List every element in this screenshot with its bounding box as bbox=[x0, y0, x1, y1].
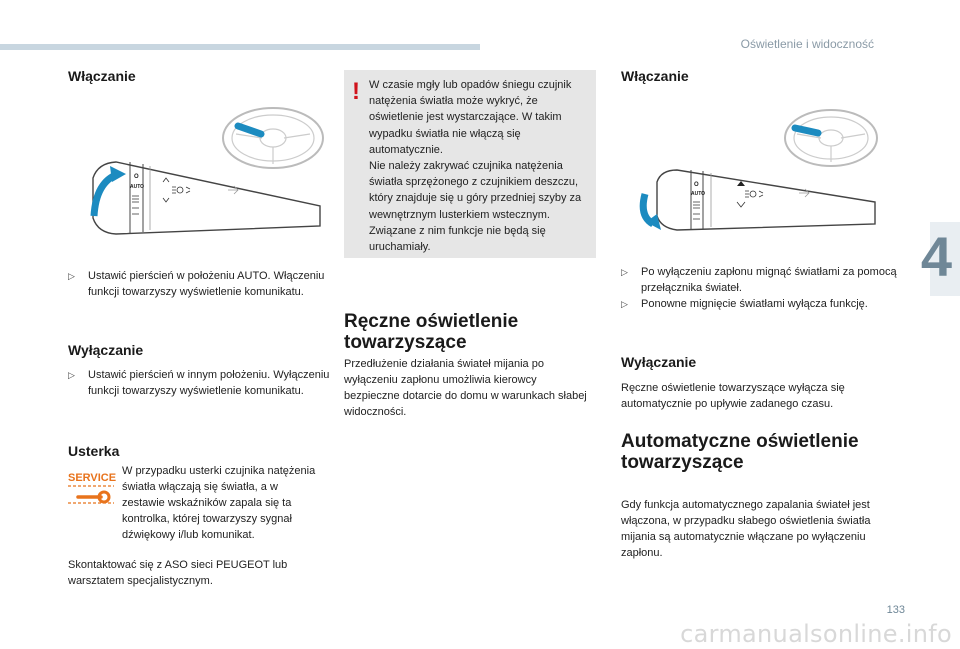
heading-switch-on-2: Włączanie bbox=[621, 68, 689, 84]
ring-label: O bbox=[134, 174, 139, 180]
service-wrench-icon bbox=[68, 470, 116, 506]
fault-text: W przypadku usterki czujnika natężenia światła włączają się światła, a w zestawie wskaźników zapala się ta kontrolka, której towarzyszy sygnał dźwiękowy i/lub komunikat. bbox=[122, 465, 316, 541]
service-label: SERVICE bbox=[68, 472, 116, 484]
bullet-switch-on bbox=[68, 268, 343, 300]
watermark: carmanualsonline.info bbox=[680, 620, 952, 648]
ring-label: O bbox=[694, 182, 699, 188]
warning-text: W czasie mgły lub opadów śniegu czujnik natężenia światła może wykryć, że oświetlenie jest wystarczające. W takim wypadku światła nie włączą się automatycznie. Nie należy zakrywać czujnika natężenia światła sprzężonego z czujnikiem deszczu, który znajduje się u góry przedniej szyby za wewnętrznym lusterkiem wstecznym. Związane z nim funkcje nie będą się uruchamiały. bbox=[369, 79, 582, 254]
heading-auto-follow-me: Automatyczne oświetlenie towarzyszące bbox=[621, 431, 859, 473]
header-title: Oświetlenie i widoczność bbox=[740, 37, 874, 51]
bullet-marker-icon: ▷ bbox=[68, 370, 75, 380]
bullet-marker-icon: ▷ bbox=[621, 299, 628, 309]
bullet-switch-off-text: Ustawić pierścień w innym położeniu. Wyłączeniu funkcji towarzyszy wyświetlenie komunikatu. bbox=[88, 369, 330, 397]
steering-wheel-icon bbox=[785, 110, 877, 166]
heading-manual-follow-me: Ręczne oświetlenie towarzyszące bbox=[344, 311, 519, 353]
bullet-marker-icon: ▷ bbox=[621, 267, 628, 277]
manual-off-text: Ręczne oświetlenie towarzyszące wyłącza się automatycznie po upływie zadanego czasu. bbox=[621, 382, 845, 410]
auto-follow-me-text: Gdy funkcja automatycznego zapalania świateł jest włączona, w przypadku słabego oświetlenia światła mijania są automatycznie włączane po wyłączeniu zapłonu. bbox=[621, 499, 871, 559]
header-bar bbox=[0, 44, 480, 50]
fault-contact-text: Skontaktować się z ASO sieci PEUGEOT lub warsztatem specjalistycznym. bbox=[68, 559, 288, 587]
auto-label: AUTO bbox=[691, 191, 706, 197]
light-stalk-icon bbox=[68, 98, 326, 248]
heading-switch-off-2: Wyłączanie bbox=[621, 354, 697, 370]
bullet-flash-off bbox=[621, 296, 899, 312]
heading-fault: Usterka bbox=[68, 443, 120, 459]
page-number: 133 bbox=[886, 604, 905, 616]
bullet-flash-on bbox=[621, 264, 899, 296]
chapter-number: 4 bbox=[920, 225, 952, 288]
warning-exclamation-icon: ! bbox=[352, 78, 360, 105]
bullet-switch-on-text: Ustawić pierścień w położeniu AUTO. Włączeniu funkcji towarzyszy wyświetlenie komunikatu. bbox=[88, 270, 325, 298]
auto-label: AUTO bbox=[130, 184, 145, 190]
bullet-flash-off-text: Ponowne mignięcie światłami wyłącza funkcję. bbox=[641, 298, 868, 310]
warning-box bbox=[344, 70, 596, 258]
steering-wheel-icon bbox=[223, 108, 323, 168]
bullet-switch-off bbox=[68, 367, 343, 399]
bullet-flash-on-text: Po wyłączeniu zapłonu mignąć światłami za pomocą przełącznika świateł. bbox=[641, 266, 897, 294]
heading-switch-off: Wyłączanie bbox=[68, 342, 144, 358]
manual-follow-me-text: Przedłużenie działania świateł mijania po wyłączeniu zapłonu umożliwia kierowcy bezpieczne dotarcie do domu w warunkach słabej widoczności. bbox=[344, 358, 587, 418]
bullet-marker-icon: ▷ bbox=[68, 271, 75, 281]
light-stalk-icon bbox=[621, 98, 879, 248]
heading-switch-on: Włączanie bbox=[68, 68, 136, 84]
